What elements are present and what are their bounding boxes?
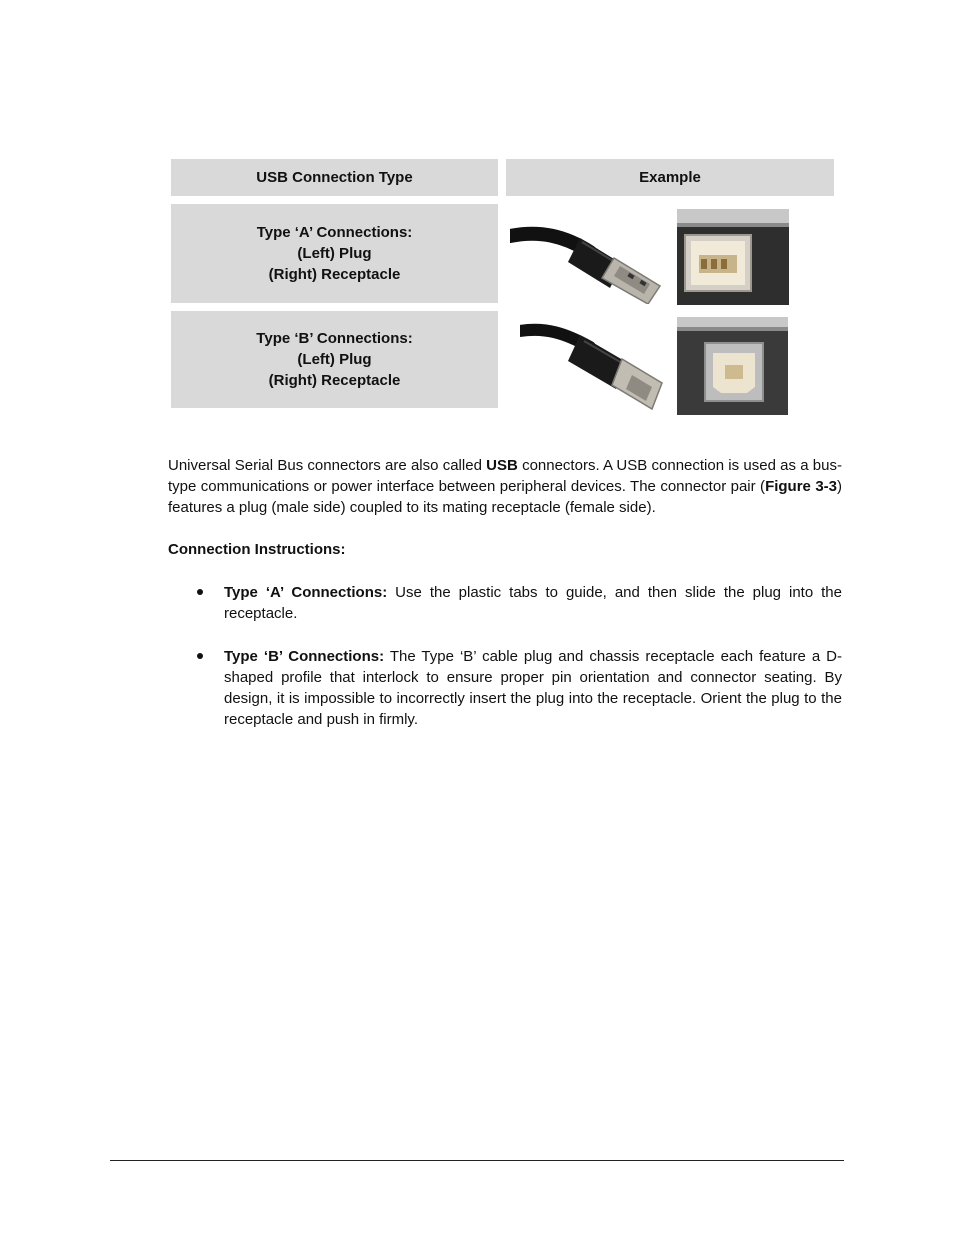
- intro-paragraph: [168, 455, 842, 518]
- bullet-item-type-a: [224, 582, 842, 624]
- bullet-dot-a: [197, 589, 203, 595]
- bullet-dot-b: [197, 653, 203, 659]
- row-b-line1: Type ‘B’ Connections:: [256, 330, 413, 347]
- footer-divider: [110, 1160, 844, 1161]
- row-b-line2: (Left) Plug: [297, 351, 372, 368]
- bullet-b-label: Type ‘B’ Connections:: [224, 648, 385, 665]
- row-a-label: [257, 222, 413, 285]
- intro-figure-ref: Figure 3-3: [765, 478, 838, 495]
- intro-text-2: connectors. A USB connection is used as a bus-type communications or power interface between peripheral devices. The connector pair (: [168, 457, 842, 495]
- header-example-label: Example: [639, 169, 701, 186]
- row-a-line1: Type ‘A’ Connections:: [256, 224, 413, 241]
- row-a-line2: (Left) Plug: [297, 245, 372, 262]
- table-header-example: [506, 159, 834, 196]
- intro-usb-bold: USB: [486, 457, 518, 474]
- row-a-line3: (Right) Receptacle: [268, 266, 401, 283]
- row-a-label-cell: [171, 204, 498, 303]
- usb-type-a-receptacle-image: [677, 209, 789, 305]
- header-type-label: USB Connection Type: [256, 169, 413, 186]
- row-b-label: [256, 328, 412, 391]
- table-header-type: [171, 159, 498, 196]
- row-b-label-cell: [171, 311, 498, 408]
- bullet-a-text: Use the plastic tabs to guide, and then slide the plug into the receptacle.: [224, 584, 842, 622]
- connection-instructions-heading: Connection Instructions:: [168, 541, 346, 558]
- intro-text-1: Universal Serial Bus connectors are also called: [168, 457, 487, 474]
- intro-text-3: ) features a plug (male side) coupled to its mating receptacle (female side).: [168, 478, 843, 516]
- bullet-a-label: Type ‘A’ Connections:: [224, 584, 388, 601]
- usb-type-b-plug-image: [520, 317, 670, 411]
- bullet-item-type-b: [224, 646, 842, 730]
- usb-type-a-plug-image: [510, 208, 668, 304]
- usb-type-b-receptacle-image: [677, 317, 788, 415]
- bullet-b-text: The Type ‘B’ cable plug and chassis receptacle each feature a D-shaped profile that interlock to ensure proper pin orientation and connector seating. By design, it is impossible to incorrectly insert the plug into the receptacle. Orient the plug to the receptacle and push in firmly.: [224, 648, 842, 728]
- row-b-line3: (Right) Receptacle: [268, 372, 401, 389]
